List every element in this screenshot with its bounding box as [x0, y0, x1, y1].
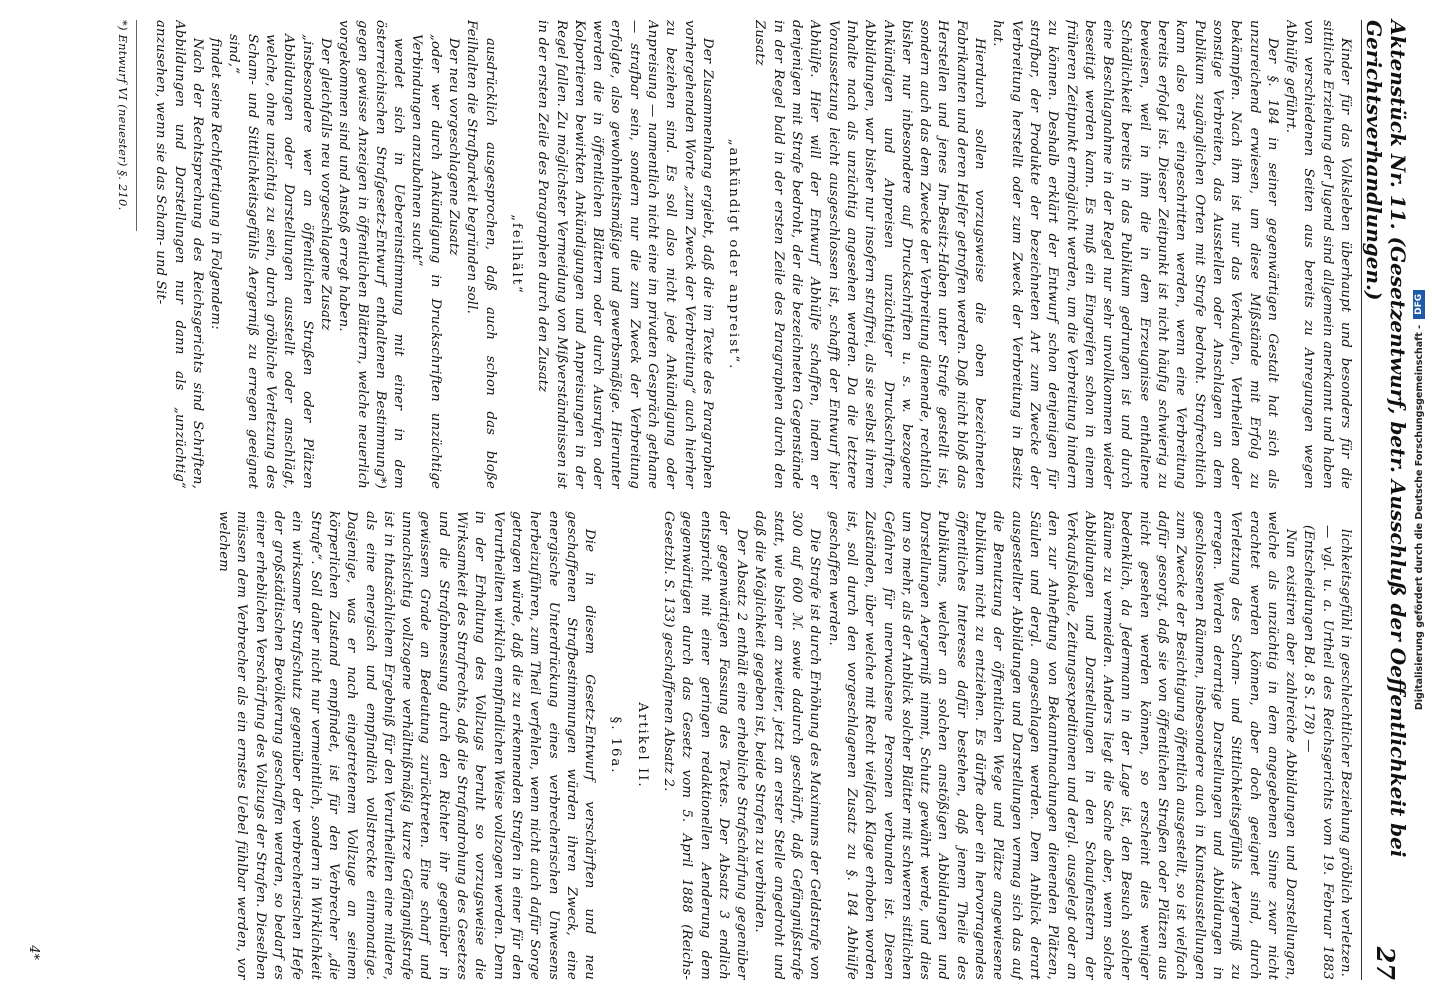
- paragraph: Der neu vorgeschlagene Zusatz: [446, 38, 462, 256]
- quote-line: „feilhält“: [508, 214, 524, 295]
- paragraph: Hierdurch sollen vorzugsweise die oben bezeichneten Fabrikanten und deren Helfer getroffen werden. Daß nicht bloß das Herstellen und jenes Im-Besitz-Haben unter Strafe gestellt ist, sondern auch das dem Zwecke der Verbreitung dienende, rechtlich bisher nur inbesondere auf Druckschriften u. s. w. bezogene Ankündigen und Anpreisen unzüchtiger Druckschriften, Abbildungen, war bisher nur insofern straffrei, als sie selbst ihrem Inhalte nach als unzüchtig angesehen werden. Da die letztere Voraussetzung leicht ausgeschlossen ist, schafft der Entwurf hier Abhülfe. Hier will der Entwurf Abhülfe schaffen, indem er denjenigen mit Strafe bedroht, der die bezeichneten Gegenstände in der Regel bald in der ersten Zeile des Paragraphen durch den Zusatz: [752, 20, 988, 489]
- quote-block: „insbesondere wer an öffentlichen Straßen oder Plätzen Abbildungen oder Darstellungen ausstellt oder anschlägt, welche, ohne unzüchtig zu sein, durch gröbliche Verletzung des Scham- und Sittlichkeitsgefühls Aergerniß zu erregen geeignet sind,“: [226, 34, 315, 489]
- paragraph: wendet sich in Uebereinstimmung mit einer in dem österreichischen Strafgesetz-Entwurf enthaltenen Bestimmung*) gegen gewisse Anzeigen in öffentlichen Blättern, welche neuerlich vorgekommen sind und Anstoß erregt haben.: [336, 20, 407, 489]
- footnote: *) Entwurf VI (neuester) §. 210.: [114, 20, 137, 231]
- quote-line: „ankündigt oder anpreist“.: [726, 138, 742, 371]
- paragraph: lichkeitsgefühl in geschlechtlicher Beziehung gröblich verletzen.: [1338, 529, 1353, 978]
- paragraph: Der gleichfalls neu vorgeschlagene Zusatz: [317, 38, 333, 331]
- paragraph: findet seine Rechtfertigung in Folgendem:: [208, 38, 224, 330]
- paragraph: Nun existiren aber zahlreiche Abbildungen und Darstellungen, welche als unzüchtig in dem angegebenen Sinne zwar nicht erachtet werden können, aber doch geeignet sind, durch Verletzung des Scham- und Sittlichkeitsgefühls Aergerniß zu erregen. Werden derartige Darstellungen und Abbildungen in geschlossenen Räumen, insbesondere auch in Kunstausstellungen zum Zwecke der Besichtigung öffentlich ausgestellt, so ist vielfach dafür gesorgt, daß sie von öffentlichen Straßen oder Plätzen aus nicht gesehen werden können, so erscheint dies weniger bedenklich, da Jedermann in der Lage ist, den Besuch solcher Räume zu vermeiden. Anders liegt die Sache aber, wenn solche Abbildungen und Darstellungen in den Schaufenstern der Verkaufslokale, Zeitungsexpeditionen und dergl. ausgelegt oder an den zur Anheftung von Bekanntmachungen dienenden Plätzen, Säulen und dergl. angeschlagen werden. Dem Anblick derart ausgestellter Abbildungen und Darstellungen vermag sich das auf die Benutzung der öffentlichen Wege und Plätze angewiesene Publikum nicht zu entziehen. Es dürfte aber ein hervorragendes öffentliches Interesse dafür bestehen, daß jenem Theile des Publikums, welcher an solchen anstößigen Abbildungen und Darstellungen Aergerniß nimmt, Schutz gewährt werde, und dies um so mehr, als der Anblick solcher Blätter mit schweren sittlichen Gefahren für unerwachsene Personen verbunden ist. Diesen Zuständen, über welche mit Recht vielfach Klage erhoben worden ist, soll durch den vorgeschlagenen Zusatz zu §. 184 Abhülfe geschaffen werden.: [825, 511, 1299, 980]
- section-heading: §. 16a.: [608, 716, 624, 775]
- text-columns: [56, 20, 1354, 980]
- paragraph: Der Absatz 2 enthält eine erhebliche Strafschärfung gegenüber der gegenwärtigen Fassung des Textes. Der Absatz 3 endlich entspricht mit einer geringen redaktionellen Aenderung dem gegenwärtigen durch das Gesetz vom 5. April 1888 (Reichs-Gesetzbl. S. 133) geschaffenen Absatz 2.: [661, 511, 750, 980]
- article-heading: Artikel II.: [634, 702, 650, 789]
- page-number: 27: [1371, 946, 1401, 980]
- signature-mark: 4*: [26, 945, 41, 960]
- column-right: [56, 511, 1354, 980]
- running-header: [1361, 20, 1410, 980]
- dfg-logo-badge: DFG: [1413, 290, 1425, 319]
- citation: — vgl. u. a. Urtheil des Reichsgerichts vom 19. Februar 1883 (Entscheidungen Bd. 8 S. 178) —: [1301, 525, 1335, 980]
- paragraph: Nach der Rechtsprechung des Reichsgerichts sind Schriften, Abbildungen und Darstellungen nur dann als „unzüchtig“ anzusehen, wenn sie das Scham- und Sit-: [153, 20, 205, 489]
- digitization-note: [1406, 0, 1432, 1000]
- paragraph: Der §. 184 in seiner gegenwärtigen Gestalt hat sich als unzureichend erwiesen, um diese Mißstände mit Erfolg zu bekämpfen. Nach ihm ist nur das Verkaufen, Vertheilen oder sonstige Verbreiten, das Ausstellen oder Anschlagen an dem Publikum zugänglichen Orten mit Strafe bedroht. Strafrechtlich kann also erst eingeschritten werden, wenn eine Verbreitung bereits erfolgt ist. Dieser Zeitpunkt ist nicht häufig schwierig zu beweisen, weil in ihm die in dem Erzeugnisse enthaltene Schädlichkeit bereits in das Publikum gedrungen ist und durch eine Beschlagnahme in der Regel nur sehr unvollkommen wieder beseitigt werden kann. Es muß ein Eingreifen schon in einem früheren Zeitpunkt ermöglicht werden, um die Verbreitung hindern zu können. Deshalb erklärt der Entwurf schon denjenigen für strafbar, der Produkte der bezeichneten Art zum Zwecke der Verbreitung herstellt oder zum Zweck der Verbreitung in Besitz hat.: [990, 20, 1280, 489]
- digitization-sidebar: [1406, 0, 1432, 1000]
- paragraph: ausdrücklich ausgesprochen, daß auch schon das bloße Feilhalten die Strafbarkeit begründen soll.: [464, 20, 498, 489]
- column-left: [56, 20, 1354, 489]
- quote-block: „oder wer durch Ankündigung in Druckschriften unzüchtige Verbindungen anzubahnen sucht“: [409, 34, 443, 489]
- paragraph: Kinder für das Volksleben überhaupt und besonders für die sittliche Erziehung der Jugend sind allgemein anerkannt und haben von verschiedenen Seiten aus bereits zu Anregungen wegen Abhülfe geführt.: [1283, 20, 1353, 489]
- paragraph: Die Strafe ist durch Erhöhung des Maximums der Geldstrafe von 300 auf 600 ℳ. sowie dadurch geschärft, daß Gefängnißstrafe statt, wie bisher an zweiter, jetzt an erster Stelle angedroht und daß die Möglichkeit gegeben ist, beide Strafen zu verbinden.: [752, 511, 823, 980]
- header-title: Aktenstück Nr. 11. (Gesetzentwurf, betr. Ausschluß der Oeffentlichkeit bei Gerichtsverhandlungen.): [1362, 20, 1410, 858]
- paragraph: Die in diesem Gesetz-Entwurf verschärften und neu geschaffenen Strafbestimmungen würden ihren Zweck, eine energische Unterdrückung eines verbrecherischen Unwesens herbeizuführen, zum Theil verfehlen, wenn nicht auch dafür Sorge getragen würde, daß die zu erkennenden Strafen in einer für den Verurtheilten wirklich empfindlichen Weise vollzogen werden. Denn in der Erhaltung des Vollzugs beruht so vorzugsweise die Wirksamkeit des Strafrechts, daß die Strafandrohung des Gesetzes und die Strafabmessung durch den Richter ihr gegenüber in gewissem Grade an Bedeutung zurücktreten. Eine scharf und unnachsichtig vollzogene verhältnißmäßig kurze Gefängnißstrafe ist in thatsächlichem Ergebniß für den Verurtheilten eine mildere, als eine energisch und empfindlich vollstreckte einmonatige. Dasjenige, was er nach eingetretenem Vollzuge an seinem körperlichen Zustand empfindet, ist für den Verbrecher „die Strafe“. Soll daher nicht nur vermeintlich, sondern in Wirklichkeit ein wirksamer Strafschutz gegenüber der verbrecherischen Hefe der großstädtischen Bevölkerung geschaffen werden, so bedarf es einer erheblichen Verschärfung des Vollzugs der Strafen. Dieselben müssen dem Verbrecher als ein ernstes Uebel fühlbar werden, vor welchem: [216, 511, 598, 980]
- sidebar-text: Digitalisierung gefördert durch die Deutsche Forschungsgemeinschaft -: [1413, 324, 1425, 711]
- paragraph: Der Zusammenhang ergiebt, daß die im Texte des Paragraphen vorhergehenden Worte „zum Zweck der Verbreitung“ auch hierher zu beziehen sind. Es soll also nicht jede Ankündigung oder Anpreisung — namentlich nicht eine im privaten Gespräch gethane — strafbar sein, sondern nur die zum Zweck der Verbreitung erfolgte, also gewohnheitsmäßige und gewerbsmäßige. Hierunter werden die in öffentlichen Blättern oder durch Ausrufen oder Kolportieren bewirkten Ankündigungen und Anpreisungen in der Regel fallen. Zu möglichster Vermeidung von Mißverständnissen ist in der ersten Zeile des Paragraphen durch den Zusatz: [535, 20, 715, 489]
